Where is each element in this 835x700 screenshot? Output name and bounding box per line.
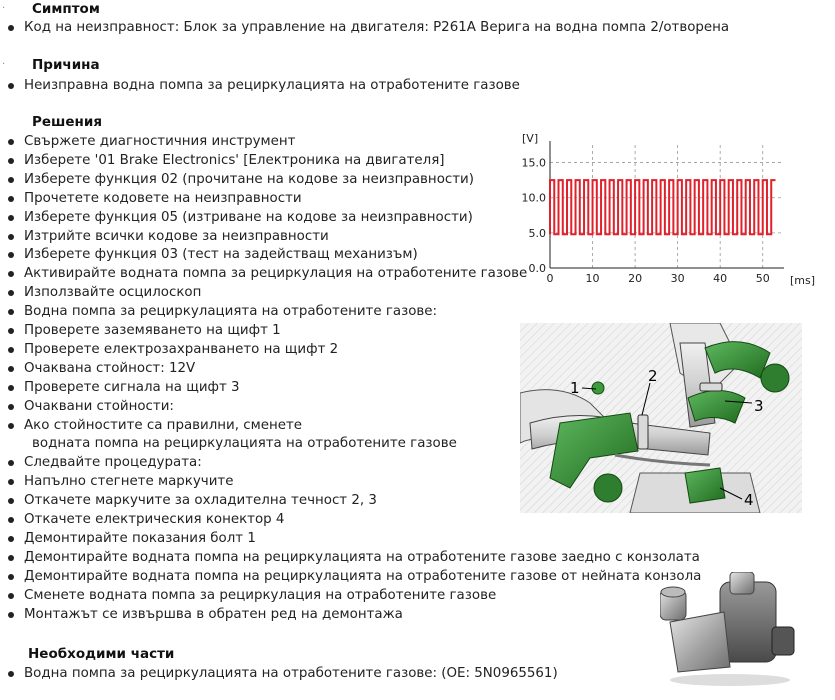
solution-step-text: Изберете функция 02 (прочитане на кодове за неизправности) — [24, 171, 474, 187]
solutions-title: Решения — [32, 114, 102, 130]
green-connector-4 — [685, 468, 725, 503]
parts-text: Водна помпа за рециркулацията на отработените газове: (OE: 5N0965561) — [24, 666, 558, 681]
symptom-title: Симптом — [32, 1, 100, 17]
x-axis-label: [ms] — [790, 274, 816, 287]
hose-clamp — [638, 415, 648, 449]
parts-title: Необходими части — [28, 646, 175, 662]
solution-step-text: Демонтирайте показания болт 1 — [24, 530, 256, 546]
callout-label-4: 4 — [744, 491, 754, 509]
decor-dot: · — [2, 59, 6, 70]
solution-step-text: водната помпа на рециркулацията на отработените газове — [32, 436, 457, 452]
x-tick-label: 50 — [755, 272, 770, 285]
solution-step-text: Напълно стегнете маркучите — [24, 474, 234, 490]
solution-step-text: Свържете диагностичния инструмент — [24, 134, 296, 149]
callout-label-2: 2 — [648, 367, 658, 385]
green-cap-right — [761, 364, 789, 392]
solution-step-text: Водна помпа за рециркулацията на отработените газове: — [24, 304, 438, 320]
callout-label-3: 3 — [754, 397, 764, 415]
hose-clamp-top — [700, 383, 722, 391]
oscilloscope-chart — [512, 130, 822, 290]
x-tick-label: 40 — [713, 272, 728, 285]
pump-shadow — [670, 674, 790, 686]
solution-step-text: Сменете водната помпа за рециркулация на отработените газове — [24, 587, 497, 603]
pump-electrical-connector — [772, 627, 794, 655]
symptom-text: Код на неизправност: Блок за управление на двигателя: P261A Верига на водна помпа 2/отворена — [24, 20, 730, 35]
x-tick-label: 10 — [585, 272, 600, 285]
y-tick-label: 0.0 — [528, 262, 546, 275]
x-tick-label: 0 — [546, 272, 554, 285]
solution-step-text: Изберете '01 Brake Electronics' [Електроника на двигателя] — [24, 152, 445, 168]
solution-step-text: Ако стойностите са правилни, сменете — [24, 417, 303, 433]
x-tick-label: 30 — [670, 272, 685, 285]
solution-step-text: Монтажът се извършва в обратен ред на демонтажа — [24, 606, 403, 622]
signal-series-line — [550, 180, 775, 234]
solution-step-text: Прочетете кодовете на неизправности — [24, 190, 302, 206]
solution-step-text: Очаквана стойност: 12V — [24, 360, 196, 376]
green-cap-left — [594, 474, 622, 502]
cause-title: Причина — [32, 57, 100, 73]
y-tick-labels — [522, 157, 547, 275]
chart-axes — [550, 141, 784, 268]
solution-step-text: Изберете функция 03 (тест на задействащ механизъм) — [24, 247, 418, 263]
solution-step-text: Проверете електрозахранването на щифт 2 — [24, 341, 339, 357]
pump-housing — [670, 612, 730, 672]
solution-step-text: Демонтирайте водната помпа на рециркулацията на отработените газове заедно с конзолата — [24, 549, 700, 565]
cause-text: Неизправна водна помпа за рециркулацията на отработените газове — [24, 78, 520, 93]
solution-step-text: Проверете сигнала на щифт 3 — [24, 379, 240, 395]
solution-step-text: Използвайте осцилоскоп — [24, 285, 202, 301]
pump-location-diagram — [520, 323, 802, 513]
solution-step-text: Откачете електрическия конектор 4 — [24, 512, 285, 527]
y-tick-label: 5.0 — [528, 226, 546, 240]
water-pump-photo — [660, 572, 800, 687]
solution-step-text: Следвайте процедурата: — [24, 455, 202, 471]
chart-grid — [550, 145, 784, 268]
bolt-1 — [592, 382, 604, 394]
solution-step-text: Очаквани стойности: — [24, 398, 174, 414]
solution-step-text: Откачете маркучите за охладителна течност 2, 3 — [24, 493, 377, 509]
x-tick-label: 20 — [628, 272, 643, 285]
solution-step-text: Проверете заземяването на щифт 1 — [24, 323, 281, 338]
y-axis-label: [V] — [522, 132, 539, 145]
pump-inlet-opening — [661, 587, 685, 597]
decor-dot: · — [2, 3, 6, 14]
solution-step-text: Активирайте водната помпа за рециркулация на отработените газове — [24, 266, 528, 282]
y-tick-label: 10.0 — [521, 191, 546, 205]
x-tick-labels — [547, 272, 770, 285]
solution-step-text: Изберете функция 05 (изтриване на кодове за неизправности) — [24, 209, 473, 225]
solution-step-text: Изтрийте всички кодове за неизправности — [24, 228, 329, 244]
callout-label-1: 1 — [570, 379, 580, 397]
y-tick-label: 15.0 — [521, 156, 546, 170]
pump-top-connector — [730, 572, 754, 594]
solution-step-text: Демонтирайте водната помпа на рециркулацията на отработените газове от нейната конзола — [24, 568, 702, 584]
